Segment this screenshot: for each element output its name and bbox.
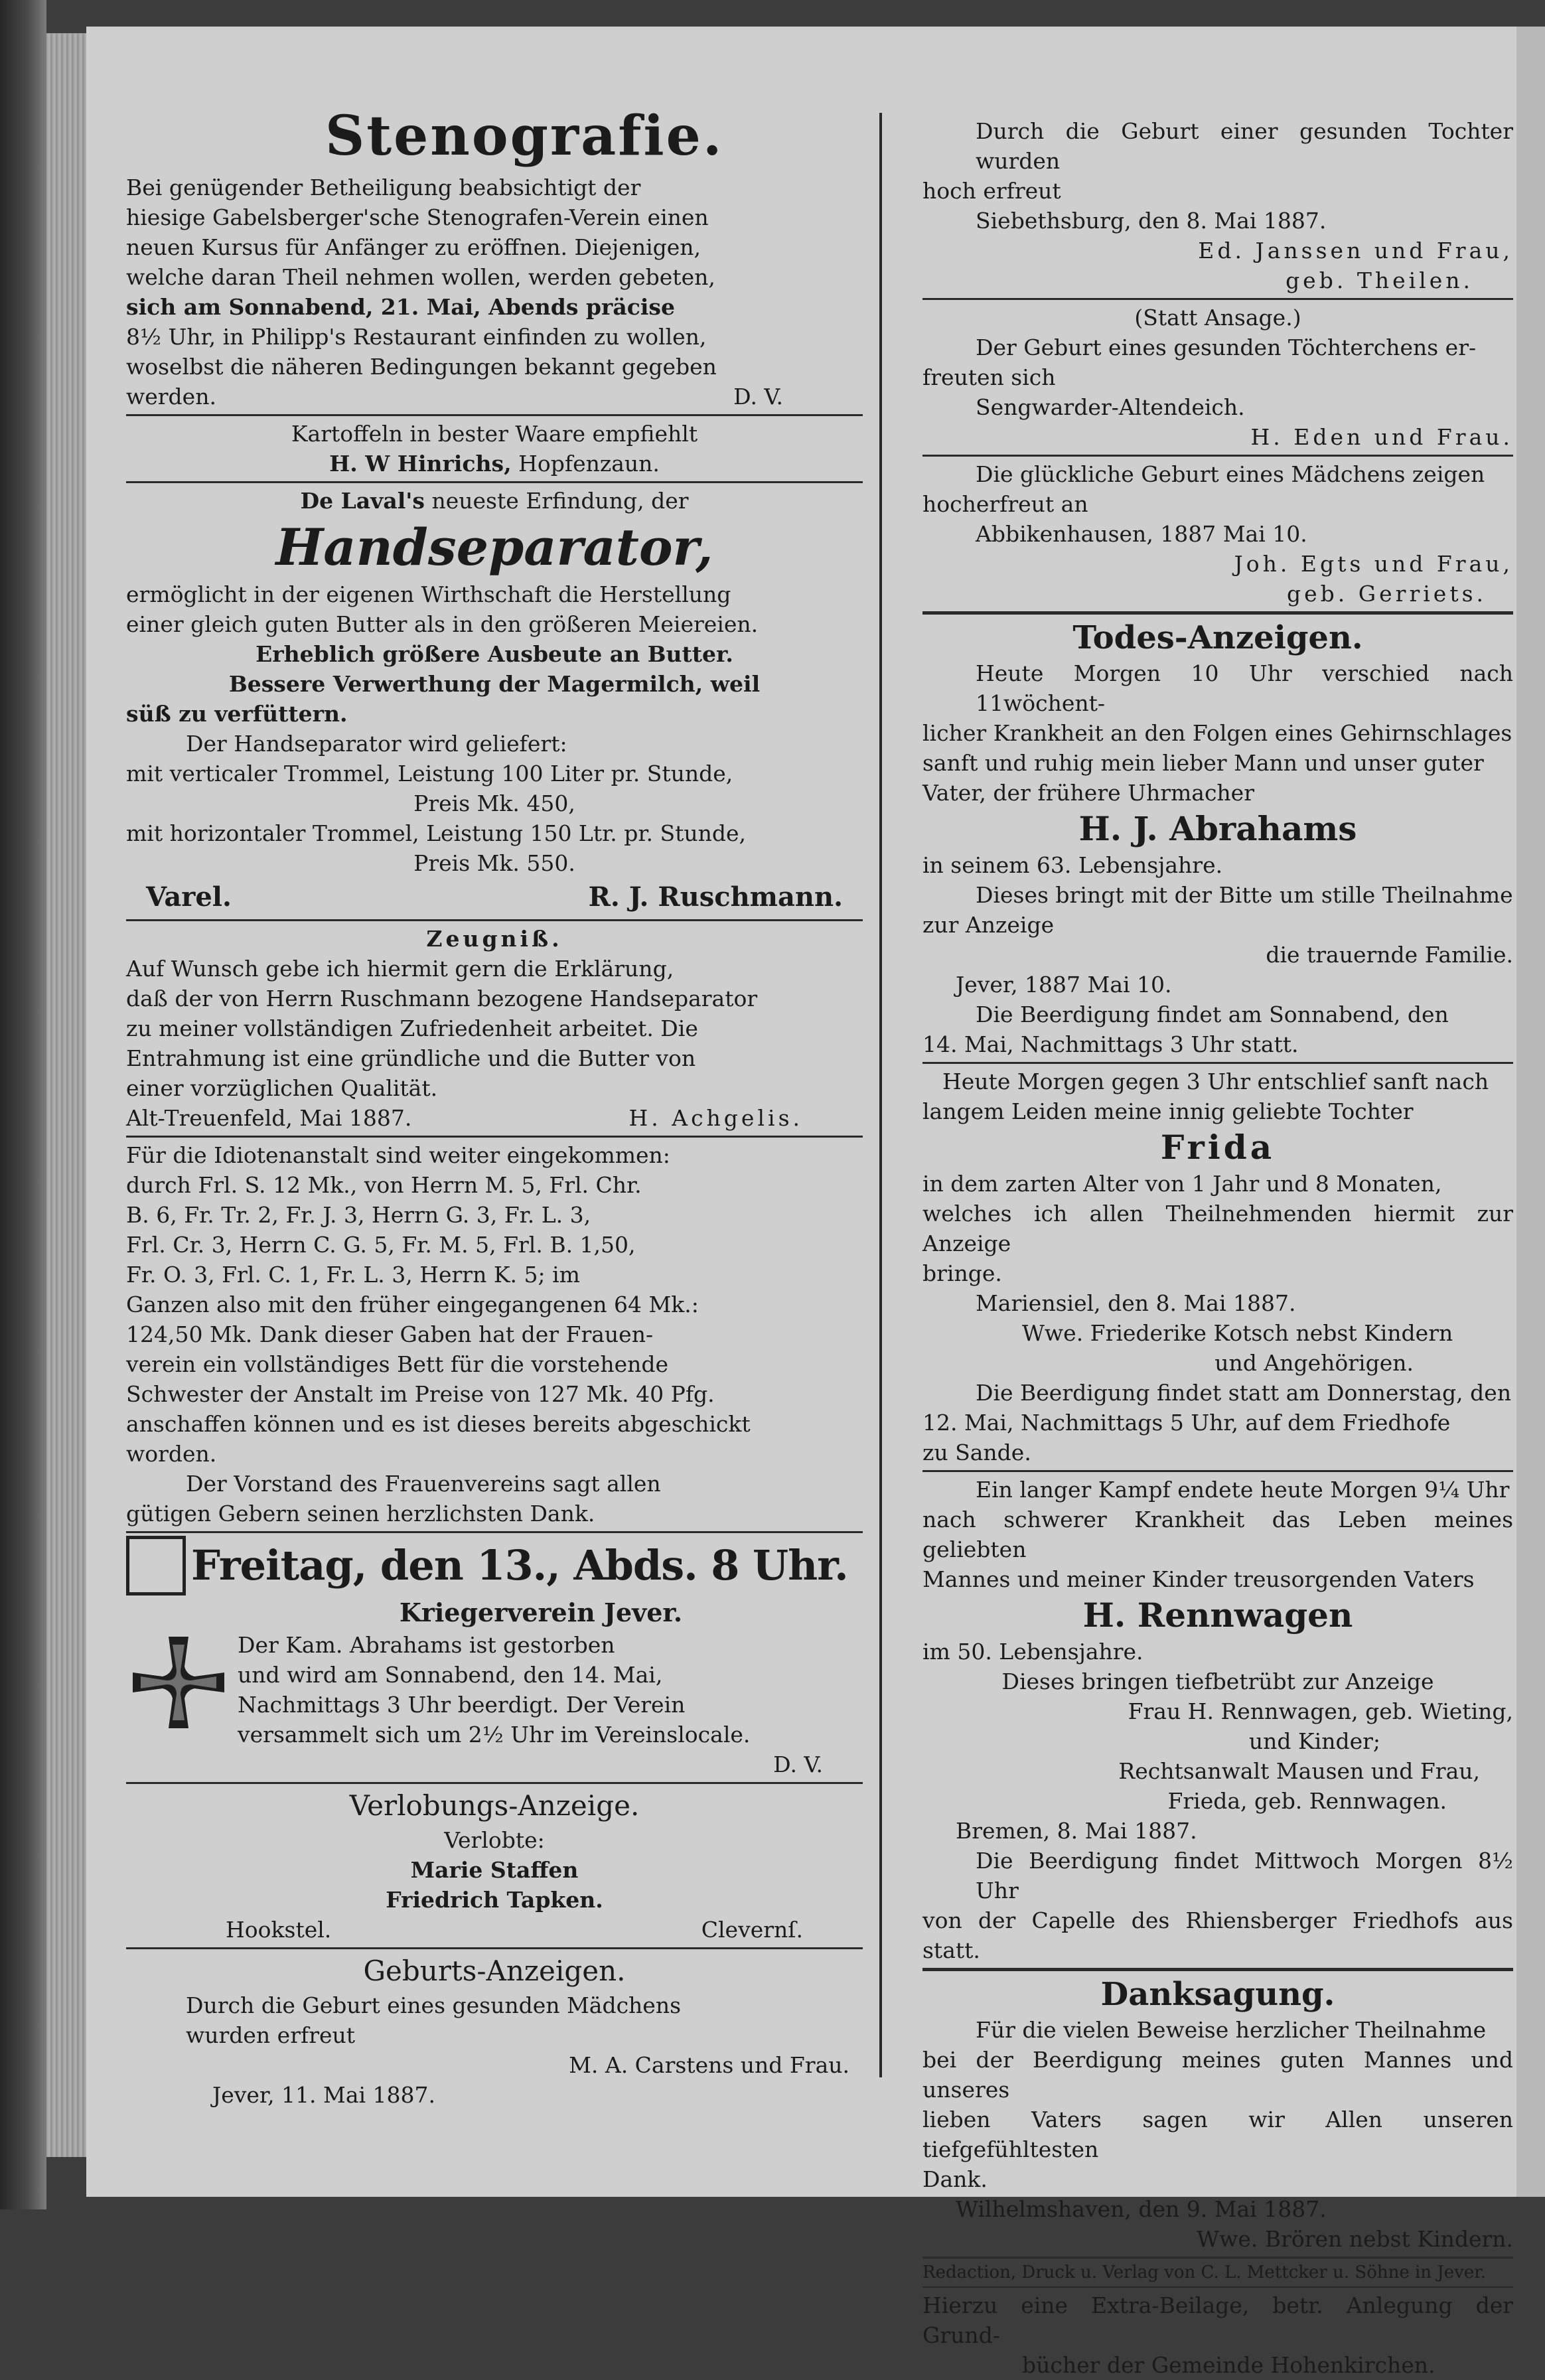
text-line: Entrahmung ist eine gründliche und die Butter von: [126, 1045, 696, 1071]
text-line: süß zu verfüttern.: [126, 701, 348, 727]
text-line: Mannes und meiner Kinder treusorgenden Vaters: [922, 1566, 1475, 1592]
checkbox-frame: [126, 1536, 186, 1596]
place: Varel.: [146, 881, 232, 913]
text-line: Der Handseparator wird geliefert:: [186, 731, 567, 757]
text-line: B. 6, Fr. Tr. 2, Fr. J. 3, Herrn G. 3, Fr. L. 3,: [126, 1202, 591, 1228]
text-line: sich am Sonnabend, 21. Mai, Abends präcise: [126, 294, 675, 320]
groom-name: Friedrich Tapken.: [386, 1887, 603, 1913]
text-line: daß der von Herrn Ruschmann bezogene Handseparator: [126, 986, 758, 1011]
signature: Wwe. Brören nebst Kindern.: [1197, 2226, 1513, 2252]
page-stack: [46, 33, 86, 2157]
signature: R. J. Ruschmann.: [588, 881, 843, 913]
page-footer: [922, 2261, 1513, 2380]
text-line: einer gleich guten Butter als in den größeren Meiereien.: [126, 611, 759, 637]
text-line: welches ich allen Theilnehmenden hiermit zur Anzeige: [922, 1201, 1513, 1256]
ad-zeugniss: [126, 924, 863, 1133]
text-line: Erheblich größere Ausbeute an Butter.: [256, 641, 733, 667]
text-line: 14. Mai, Nachmittags 3 Uhr statt.: [922, 1031, 1299, 1057]
text-line: neueste Erfindung, der: [431, 488, 689, 514]
signature: geb. Gerriets.: [1287, 581, 1487, 607]
todes-title: Todes-Anzeigen.: [1072, 619, 1363, 656]
text-line: Kartoffeln in bester Waare empfiehlt: [291, 421, 698, 447]
text-line: und wird am Sonnabend, den 14. Mai,: [238, 1662, 663, 1688]
text-line: Bei genügender Betheiligung beabsichtigt der: [126, 175, 641, 200]
meeting-headline: Freitag, den 13., Abds. 8 Uhr.: [191, 1541, 848, 1590]
imprint: Redaction, Druck u. Verlag von C. L. Mettcker u. Söhne in Jever.: [922, 2263, 1487, 2282]
text-line: worden.: [126, 1441, 217, 1467]
signature: und Angehörigen.: [1214, 1350, 1414, 1376]
signature: Frieda, geb. Rennwagen.: [1167, 1788, 1447, 1814]
text-line: durch Frl. S. 12 Mk., von Herrn M. 5, Frl. Chr.: [126, 1172, 642, 1198]
text-line: wurden erfreut: [186, 2022, 356, 2048]
place: Alt-Treuenfeld, Mai 1887.: [126, 1105, 412, 1131]
text-line: bringe.: [922, 1260, 1002, 1286]
text-line: Der Vorstand des Frauenvereins sagt allen: [186, 1471, 661, 1497]
text-line: Für die vielen Beweise herzlicher Theilnahme: [976, 2017, 1487, 2043]
column-divider: [879, 113, 882, 2077]
text-line: Auf Wunsch gebe ich hiermit gern die Erklärung,: [126, 956, 674, 982]
kriegerverein-title: Kriegerverein Jever.: [399, 1598, 683, 1627]
notice-rennwagen: [922, 1475, 1513, 1965]
separator: [126, 1136, 863, 1138]
text-line: Die Beerdigung findet Mittwoch Morgen 8½ Uhr: [976, 1848, 1513, 1903]
separator: [922, 298, 1513, 300]
notice-frida: [922, 1067, 1513, 1467]
brand-name: De Laval's: [300, 488, 425, 514]
notice-geburt-carstens: [126, 1952, 863, 2110]
text-line: gütigen Gebern seinen herzlichsten Dank.: [126, 1501, 595, 1526]
text-line: mit horizontaler Trommel, Leistung 150 Ltr. pr. Stunde,: [126, 820, 747, 846]
text-line: sanft und ruhig mein lieber Mann und unser guter: [922, 750, 1484, 776]
left-column: [126, 100, 863, 2110]
text-line: Durch die Geburt einer gesunden Tochter wurden: [976, 118, 1513, 174]
text-line: nach schwerer Krankheit das Leben meines geliebten: [922, 1507, 1513, 1562]
deceased-name: H. J. Abrahams: [1078, 809, 1357, 848]
signature: Rechtsanwalt Mausen und Frau,: [1118, 1758, 1480, 1784]
separator: [922, 1062, 1513, 1064]
text-line: Verlobte:: [444, 1827, 545, 1853]
deceased-name: H. Rennwagen: [1082, 1596, 1353, 1635]
text-line: neuen Kursus für Anfänger zu eröffnen. Diejenigen,: [126, 234, 701, 260]
text-line: Durch die Geburt eines gesunden Mädchens: [186, 1992, 682, 2018]
separator: [922, 455, 1513, 457]
ad-handseparator: [126, 486, 863, 917]
separator: [922, 2286, 1513, 2288]
text-line: von der Capelle des Rhiensberger Friedhofs aus statt.: [922, 1907, 1513, 1963]
signature: Ed. Janssen und Frau,: [1198, 238, 1513, 263]
text-line: Vater, der frühere Uhrmacher: [922, 780, 1254, 806]
text-line: (Statt Ansage.): [1134, 305, 1301, 331]
zeugniss-title: Zeugniß.: [426, 926, 563, 952]
text-line: 8½ Uhr, in Philipp's Restaurant einfinden zu wollen,: [126, 324, 707, 350]
text-line: Preis Mk. 450,: [413, 790, 575, 816]
text-line: Bessere Verwerthung der Magermilch, weil: [228, 671, 761, 697]
text-line: Ganzen also mit den früher eingegangenen 64 Mk.:: [126, 1292, 699, 1317]
separator: [922, 1470, 1513, 1472]
geburt-title: Geburts-Anzeigen.: [363, 1955, 626, 1987]
text-line: bücher der Gemeinde Hohenkirchen.: [1022, 2352, 1435, 2378]
text-line: versammelt sich um 2½ Uhr im Vereinslocale.: [238, 1722, 751, 1748]
place: Abbikenhausen, 1887 Mai 10.: [976, 521, 1307, 547]
notice-abrahams: [922, 617, 1513, 1059]
text-line: einer vorzüglichen Qualität.: [126, 1075, 438, 1101]
signature: Joh. Egts und Frau,: [1234, 551, 1513, 577]
signature: Dieses bringen tiefbetrübt zur Anzeige: [1001, 1669, 1434, 1694]
ad-stenografie: [126, 100, 863, 411]
text-line: ermöglicht in der eigenen Wirthschaft die Herstellung: [126, 581, 731, 607]
text-line: lieben Vaters sagen wir Allen unseren tiefgefühltesten: [922, 2107, 1513, 2162]
bride-name: Marie Staffen: [410, 1857, 579, 1883]
signature: geb. Theilen.: [1286, 267, 1473, 293]
notice-geburt-egts: [922, 459, 1513, 609]
separator: [126, 1947, 863, 1949]
text-line: woselbst die näheren Bedingungen bekannt gegeben: [126, 354, 717, 380]
separator: [126, 1782, 863, 1784]
notice-verlobung: [126, 1787, 863, 1945]
text-line: 12. Mai, Nachmittags 5 Uhr, auf dem Friedhofe: [922, 1410, 1451, 1436]
handseparator-title: Handseparator,: [275, 518, 713, 577]
text-line: zur Anzeige: [922, 912, 1055, 938]
place: Jever, 11. Mai 1887.: [212, 2082, 436, 2108]
signature: die trauernde Familie.: [1266, 942, 1513, 968]
stenografie-title: Stenografie.: [325, 104, 724, 168]
book-edge: [0, 0, 46, 2209]
text-line: Die glückliche Geburt eines Mädchens zeigen: [976, 461, 1485, 487]
text-line: Die Beerdigung findet statt am Donnerstag, den: [976, 1380, 1512, 1406]
signature: und Kinder;: [1248, 1728, 1380, 1754]
text-line: werden.: [126, 384, 216, 409]
separator: [922, 611, 1513, 615]
text-line: Schwester der Anstalt im Preise von 127 Mk. 40 Pfg.: [126, 1381, 715, 1407]
place: Jever, 1887 Mai 10.: [956, 972, 1172, 998]
separator: [126, 481, 863, 483]
text-line: welche daran Theil nehmen wollen, werden gebeten,: [126, 264, 715, 290]
signature: Frau H. Rennwagen, geb. Wieting,: [1128, 1698, 1513, 1724]
place: Mariensiel, den 8. Mai 1887.: [976, 1290, 1296, 1316]
text-line: Der Geburt eines gesunden Töchterchens er-: [976, 335, 1477, 360]
separator: [126, 414, 863, 416]
text-line: Nachmittags 3 Uhr beerdigt. Der Verein: [238, 1692, 686, 1718]
signature: Wwe. Friederike Kotsch nebst Kindern: [1022, 1320, 1453, 1346]
next-page-strip: [1516, 27, 1545, 2197]
text-line: Ein langer Kampf endete heute Morgen 9¼ Uhr: [976, 1477, 1510, 1503]
text-line: Frl. Cr. 3, Herrn C. G. 5, Fr. M. 5, Frl. B. 1,50,: [126, 1232, 636, 1258]
verlobung-title: Verlobungs-Anzeige.: [349, 1789, 640, 1822]
text-line: anschaffen können und es ist dieses bereits abgeschickt: [126, 1411, 751, 1437]
text-line: 124,50 Mk. Dank dieser Gaben hat der Frauen-: [126, 1321, 654, 1347]
separator: [126, 919, 863, 921]
text-line: mit verticaler Trommel, Leistung 100 Liter pr. Stunde,: [126, 761, 733, 786]
text-line: langem Leiden meine innig geliebte Tochter: [922, 1098, 1414, 1124]
text-line: in dem zarten Alter von 1 Jahr und 8 Monaten,: [922, 1171, 1442, 1197]
text-line: bei der Beerdigung meines guten Mannes und unseres: [922, 2047, 1513, 2103]
deceased-name: Frida: [1160, 1128, 1276, 1167]
text-line: Heute Morgen 10 Uhr verschied nach 11wöchent-: [976, 660, 1513, 716]
danksagung-title: Danksagung.: [1100, 1976, 1335, 2013]
signature: H. W Hinrichs,: [329, 451, 512, 477]
signature: H. Achgelis.: [628, 1105, 803, 1131]
place: Bremen, 8. Mai 1887.: [956, 1818, 1197, 1844]
separator: [922, 1968, 1513, 1971]
text-line: hoch erfreut: [922, 178, 1061, 204]
text-line: Die Beerdigung findet am Sonnabend, den: [976, 1002, 1449, 1027]
address: Hopfenzaun.: [518, 451, 660, 477]
text-line: Für die Idiotenanstalt sind weiter eingekommen:: [126, 1142, 670, 1168]
text-line: im 50. Lebensjahre.: [922, 1639, 1143, 1665]
place: Clevernſ.: [701, 1917, 803, 1943]
right-column: [922, 116, 1513, 2380]
signature: D. V.: [773, 1751, 823, 1777]
ad-kartoffeln: [126, 419, 863, 479]
text-line: zu Sande.: [922, 1440, 1031, 1465]
text-line: Fr. O. 3, Frl. C. 1, Fr. L. 3, Herrn K. 5; im: [126, 1262, 580, 1288]
text-line: Dieses bringt mit der Bitte um stille Theilnahme: [976, 882, 1513, 908]
separator: [126, 1531, 863, 1533]
separator: [922, 2257, 1513, 2259]
text-line: hiesige Gabelsberger'sche Stenografen-Verein einen: [126, 204, 709, 230]
notice-danksagung: [922, 1974, 1513, 2254]
text-line: zu meiner vollständigen Zufriedenheit arbeitet. Die: [126, 1015, 698, 1041]
notice-geburt-janssen: [922, 116, 1513, 295]
ad-kriegerverein: [126, 1536, 863, 1779]
signature: H. Eden und Frau.: [1250, 424, 1513, 450]
notice-geburt-eden: [922, 303, 1513, 452]
text-line: licher Krankheit an den Folgen eines Gehirnschlages: [922, 720, 1512, 746]
text-line: Heute Morgen gegen 3 Uhr entschlief sanft nach: [942, 1069, 1489, 1094]
text-line: in seinem 63. Lebensjahre.: [922, 852, 1223, 878]
notice-idiotenanstalt: [126, 1140, 863, 1528]
text-line: Dank.: [922, 2166, 988, 2192]
place: Wilhelmshaven, den 9. Mai 1887.: [956, 2196, 1327, 2222]
signature: M. A. Carstens und Frau.: [569, 2052, 849, 2078]
text-line: Der Kam. Abrahams ist gestorben: [238, 1632, 615, 1658]
place: Sengwarder-Altendeich.: [976, 394, 1245, 420]
text-line: Preis Mk. 550.: [413, 850, 575, 876]
text-line: Hierzu eine Extra-Beilage, betr. Anlegung der Grund-: [922, 2292, 1513, 2348]
text-line: verein ein vollständiges Bett für die vorstehende: [126, 1351, 669, 1377]
place: Siebethsburg, den 8. Mai 1887.: [976, 208, 1327, 234]
text-line: freuten sich: [922, 364, 1056, 390]
iron-cross-icon: [129, 1633, 228, 1732]
text-line: hocherfreut an: [922, 491, 1088, 517]
place: Hookstel.: [226, 1917, 332, 1943]
signature: D. V.: [733, 384, 783, 409]
